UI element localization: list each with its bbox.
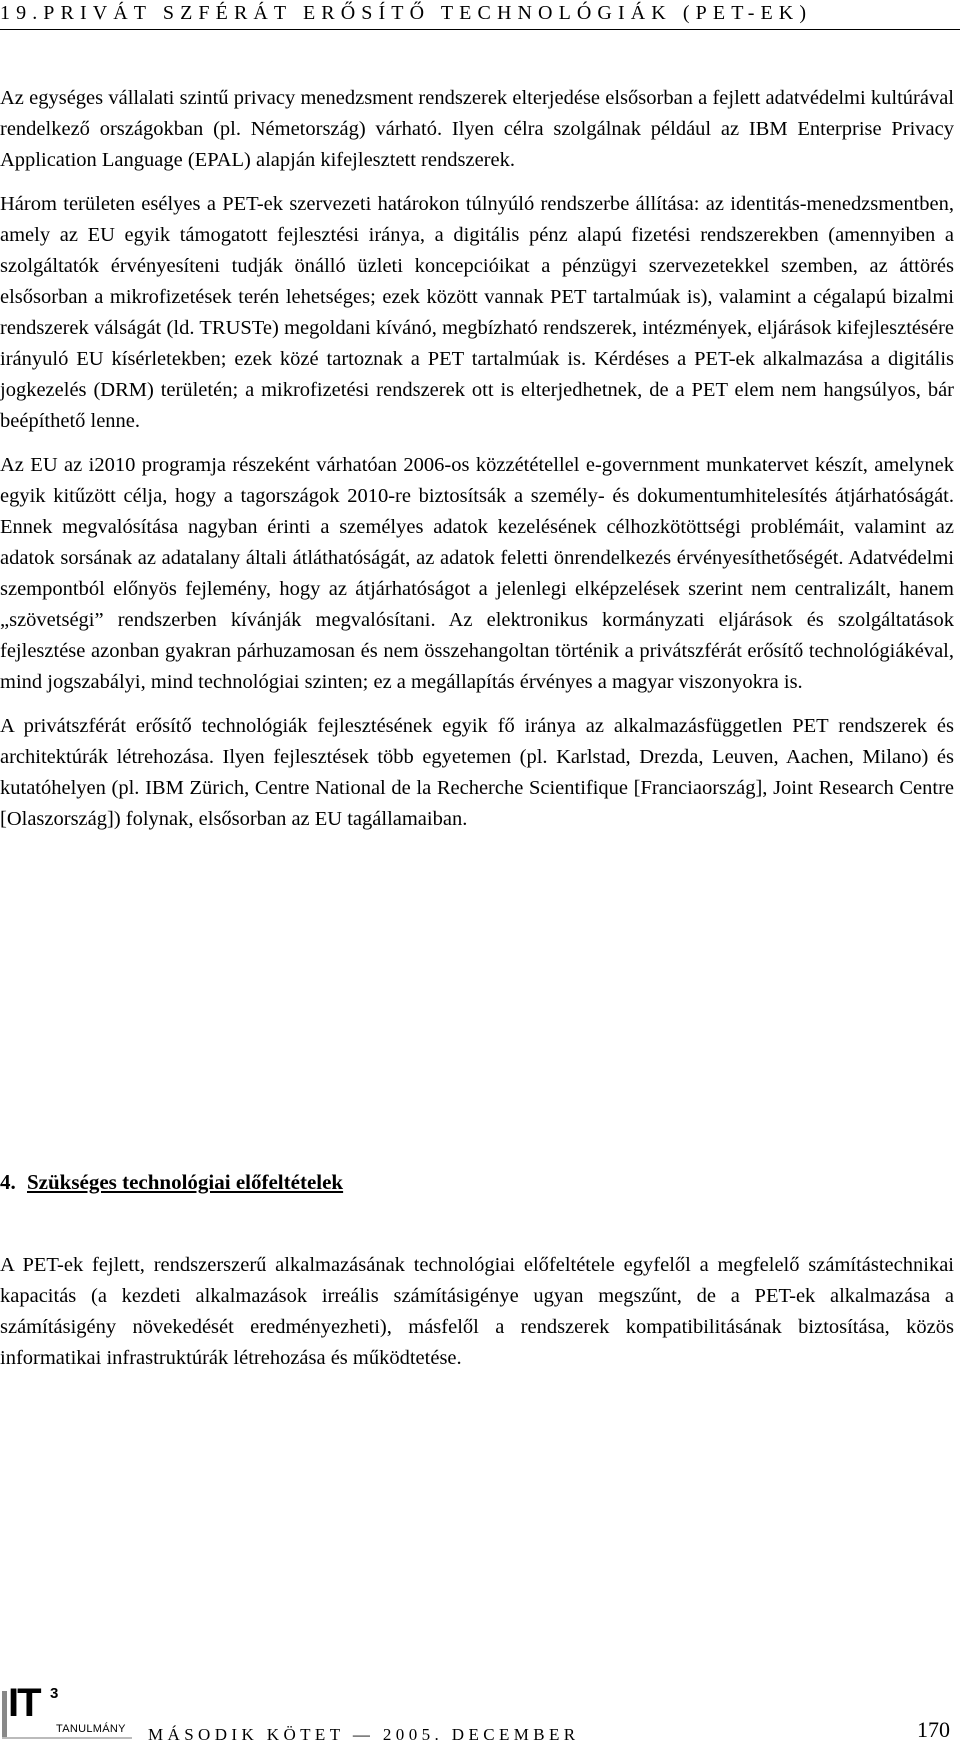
section-title: Szükséges technológiai előfeltételek <box>27 1170 344 1194</box>
section-body <box>0 1250 954 1374</box>
section-heading <box>0 1170 343 1195</box>
paragraph-1: Az egységes vállalati szintű privacy menedzsment rendszerek elterjedése elsősorban a fejlett adatvédelmi kultúrával rendelkező országokban (pl. Németország) várható. Ilyen célra szolgálnak például az IBM Enterprise Privacy Application Language (EPAL) alapján kifejlesztett rendszerek. <box>0 87 954 171</box>
paragraph-4: A privátszférát erősítő technológiák fejlesztésének egyik fő iránya az alkalmazásfüggetlen PET rendszerek és architektúrák létrehozása. Ilyen fejlesztések több egyetemen (pl. Karlstad, Drezda, Leuven, Aachen, Milano) és kutatóhelyen (pl. IBM Zürich, Centre National de la Recherche Scientifique [Franciaország], Joint Research Centre [Olaszország]) folynak, elsősorban az EU tagállamaiban. <box>0 715 954 830</box>
logo-text: IT <box>8 1681 40 1725</box>
logo-caption: TANULMÁNY <box>56 1723 126 1735</box>
page-footer <box>0 1681 960 1745</box>
volume-text: MÁSODIK KÖTET — 2005. DECEMBER <box>148 1725 580 1744</box>
running-title: 19.PRIVÁT SZFÉRÁT ERŐSÍTŐ TECHNOLÓGIÁK (PET-EK) <box>0 2 813 24</box>
paragraph-2: Három területen esélyes a PET-ek szervezeti határokon túlnyúló rendszerbe állítása: az identitás-menedzsmentben, amely az EU egyik támogatott fejlesztési iránya, a digitális pénz alapú fizetési rendszerekben (amennyiben a szolgáltatók érvényesíteni tudják önálló üzleti koncepcióikat a pénzügyi szervezetekkel szemben, az áttörés elsősorban a mikrofizetések terén lehetséges; ezek között vannak PET tartalmúak is), valamint a cégalapú bizalmi rendszerek válságát (ld. TRUSTe) megoldani kívánó, megbízható rendszerek, intézmények, eljárások kifejlesztésére irányuló EU kísérletekben; ezek közé tartoznak a PET tartalmúak is. Kérdéses a PET-ek alkalmazása a digitális jogkezelés (DRM) területén; a mikrofizetési rendszerek ott is elterjedhetnek, de a PET elem nem hangsúlyos, bár beépíthető lenne. <box>0 193 954 432</box>
section-number: 4. <box>0 1170 16 1194</box>
paragraph-3: Az EU az i2010 programja részeként várhatóan 2006-os közzététellel e-government munkatervet készít, amelynek egyik kitűzött célja, hogy a tagországok 2010-re biztosítsák a személy- és dokumentumhitelesítés átjárhatóságát. Ennek megvalósítása nagyban érinti a személyes adatok kezelésének célhozkötöttségi problémáit, valamint az adatok sorsának az adatalany általi átláthatóságát, az adatok feletti önrendelkezés érvényesíthetőségét. Adatvédelmi szempontból előnyös fejlemény, hogy az átjárhatóságot a jelenlegi elképzelések szerint nem centralizált, hanem „szövetségi” rendszerben kívánják megvalósítani. Az elektronikus kormányzati eljárások és szolgáltatások fejlesztése azonban gyakran párhuzamosan és nem összehangoltan történik a privátszférát erősítő technológiákéval, mind jogszabályi, mind technológiai szinten; ez a megállapítás érvényes a magyar viszonyokra is. <box>0 454 954 693</box>
logo-superscript: 3 <box>50 1685 59 1702</box>
body-text <box>0 83 954 835</box>
it3-logo-icon <box>0 1681 140 1745</box>
section-paragraph: A PET-ek fejlett, rendszerszerű alkalmazásának technológiai előfeltétele egyfelől a megfelelő számítástechnikai kapacitás (a kezdeti alkalmazások irreális számításigénye ugyan megszűnt, de a PET-ek alkalmazása a számításigény növekedését eredményezheti), másfelől a rendszerek kompatibilitásának biztosítása, közös informatikai infrastruktúrák létrehozása és működtetése. <box>0 1254 954 1369</box>
page-number: 170 <box>917 1717 950 1742</box>
header-rule <box>0 29 960 30</box>
running-header <box>0 0 960 30</box>
